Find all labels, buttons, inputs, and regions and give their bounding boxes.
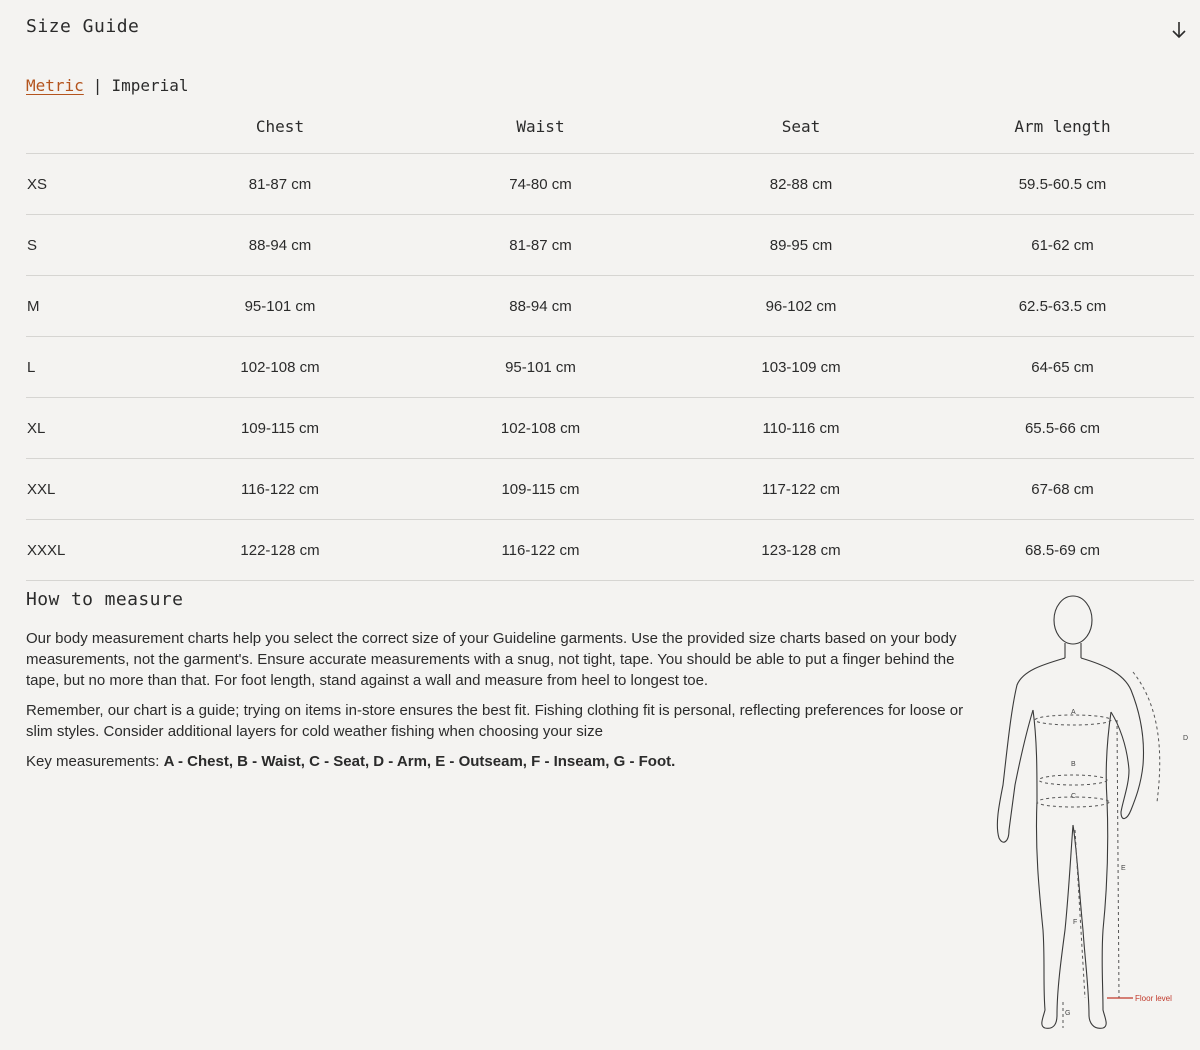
floor-level-label: Floor level <box>1135 994 1172 1003</box>
seat-cell: 89-95 cm <box>671 215 931 276</box>
measure-instructions <box>26 628 971 781</box>
column-header-arm-length: Arm length <box>931 100 1194 154</box>
size-cell: XS <box>26 154 150 215</box>
size-table <box>26 100 1194 581</box>
arm-cell: 68.5-69 cm <box>931 520 1194 581</box>
label-d: D <box>1183 735 1189 742</box>
waist-measurement <box>1039 775 1107 785</box>
waist-cell: 102-108 cm <box>410 398 671 459</box>
arm-cell: 61-62 cm <box>931 215 1194 276</box>
size-cell: M <box>26 276 150 337</box>
waist-cell: 116-122 cm <box>410 520 671 581</box>
imperial-tab[interactable]: Imperial <box>111 76 189 95</box>
column-header-waist: Waist <box>410 100 671 154</box>
body-outline <box>997 596 1143 1028</box>
table-row <box>26 398 1194 459</box>
table-row <box>26 276 1194 337</box>
metric-tab[interactable]: Metric <box>26 76 84 95</box>
page-title: Size Guide <box>26 16 140 37</box>
size-cell: XXL <box>26 459 150 520</box>
column-header-chest: Chest <box>150 100 410 154</box>
table-header-row <box>26 100 1194 154</box>
outseam-measurement <box>1117 720 1119 998</box>
waist-cell: 74-80 cm <box>410 154 671 215</box>
arm-measurement <box>1133 672 1160 802</box>
seat-cell: 96-102 cm <box>671 276 931 337</box>
chest-cell: 88-94 cm <box>150 215 410 276</box>
arm-cell: 59.5-60.5 cm <box>931 154 1194 215</box>
table-row <box>26 459 1194 520</box>
arm-cell: 62.5-63.5 cm <box>931 276 1194 337</box>
chest-cell: 116-122 cm <box>150 459 410 520</box>
seat-cell: 123-128 cm <box>671 520 931 581</box>
section-title: How to measure <box>26 589 184 610</box>
chest-cell: 95-101 cm <box>150 276 410 337</box>
seat-cell: 110-116 cm <box>671 398 931 459</box>
chest-cell: 122-128 cm <box>150 520 410 581</box>
key-values: A - Chest, B - Waist, C - Seat, D - Arm, E - Outseam, F - Inseam, G - Foot. <box>163 753 676 770</box>
table-row <box>26 215 1194 276</box>
waist-cell: 109-115 cm <box>410 459 671 520</box>
column-header-seat: Seat <box>671 100 931 154</box>
key-label: Key measurements: <box>26 753 164 770</box>
waist-cell: 81-87 cm <box>410 215 671 276</box>
label-f: F <box>1073 919 1078 926</box>
paragraph: Our body measurement charts help you select the correct size of your Guideline garments. Use the provided size charts based on your body measurements, not the garment's. Ensure accurate measurements with a snug, not tight, tape. You should be able to put a finger behind the tape, but no more than that. For foot length, stand against a wall and measure from heel to longest toe. <box>26 630 957 689</box>
arrow-down-icon[interactable] <box>1170 20 1188 40</box>
label-e: E <box>1121 865 1126 872</box>
chest-measurement <box>1035 715 1111 725</box>
unit-toggle <box>26 76 189 95</box>
unit-separator: | <box>92 76 103 95</box>
waist-cell: 95-101 cm <box>410 337 671 398</box>
size-cell: S <box>26 215 150 276</box>
column-header-size <box>26 100 150 154</box>
table-row <box>26 520 1194 581</box>
arm-cell: 65.5-66 cm <box>931 398 1194 459</box>
arm-cell: 67-68 cm <box>931 459 1194 520</box>
label-c: C <box>1071 793 1077 800</box>
label-a: A <box>1071 709 1076 716</box>
label-b: B <box>1071 761 1076 768</box>
chest-cell: 109-115 cm <box>150 398 410 459</box>
table-row <box>26 337 1194 398</box>
paragraph: Remember, our chart is a guide; trying on items in-store ensures the best fit. Fishing clothing fit is personal, reflecting preferences for loose or slim styles. Consider additional layers for cold weather fishing when choosing your size <box>26 702 964 740</box>
seat-cell: 103-109 cm <box>671 337 931 398</box>
chest-cell: 81-87 cm <box>150 154 410 215</box>
seat-cell: 117-122 cm <box>671 459 931 520</box>
size-cell: XL <box>26 398 150 459</box>
size-cell: XXXL <box>26 520 150 581</box>
label-g: G <box>1065 1010 1071 1017</box>
table-row <box>26 154 1194 215</box>
body-measurement-figure <box>985 590 1195 1035</box>
key-measurements <box>26 751 971 772</box>
waist-cell: 88-94 cm <box>410 276 671 337</box>
chest-cell: 102-108 cm <box>150 337 410 398</box>
arm-cell: 64-65 cm <box>931 337 1194 398</box>
seat-cell: 82-88 cm <box>671 154 931 215</box>
inseam-measurement <box>1075 830 1085 998</box>
size-cell: L <box>26 337 150 398</box>
